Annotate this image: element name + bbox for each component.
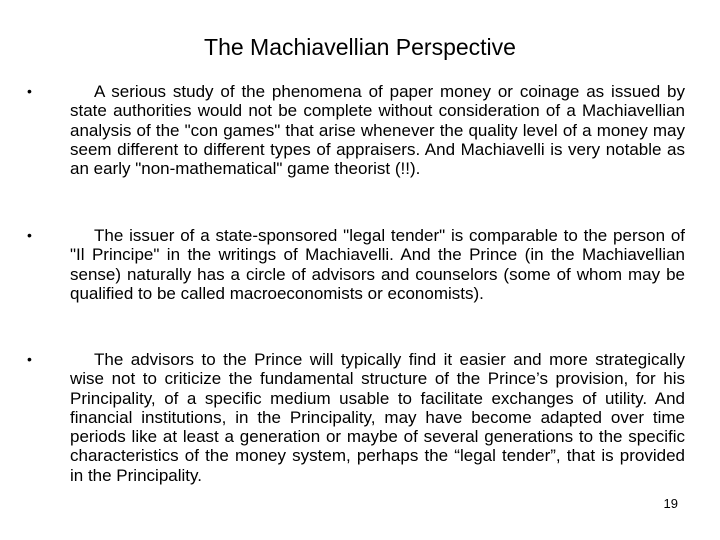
page-number: 19 xyxy=(663,496,678,511)
bullet-marker: • xyxy=(27,227,32,243)
bullet-marker: • xyxy=(27,83,32,99)
bullet-marker: • xyxy=(27,351,32,367)
bullet-text: A serious study of the phenomena of paper money or coinage as issued by state authorities would not be complete without consideration of a Machiavellian analysis of the "con games" that arise whenever the quality level of a money may seem different to different types of appraisers. And Machiavelli is very notable as an early "non-mathematical" game theorist (!!). xyxy=(70,82,685,179)
bullet-text: The advisors to the Prince will typically find it easier and more strategically wise not to criticize the fundamental structure of the Prince’s provision, for his Principality, of a specific medium usable to facilitate exchanges of utility. And financial institutions, in the Principality, may have become adapted over time periods like at least a generation or maybe of several generations to the specific characteristics of the money system, perhaps the “legal tender”, that is provided in the Principality. xyxy=(70,350,685,485)
bullet-text: The issuer of a state-sponsored "legal tender" is comparable to the person of "Il Principe" in the writings of Machiavelli. And the Prince (in the Machiavellian sense) naturally has a circle of advisors and counselors (some of whom may be qualified to be called macroeconomists or economists). xyxy=(70,226,685,303)
slide-title: The Machiavellian Perspective xyxy=(204,34,516,60)
